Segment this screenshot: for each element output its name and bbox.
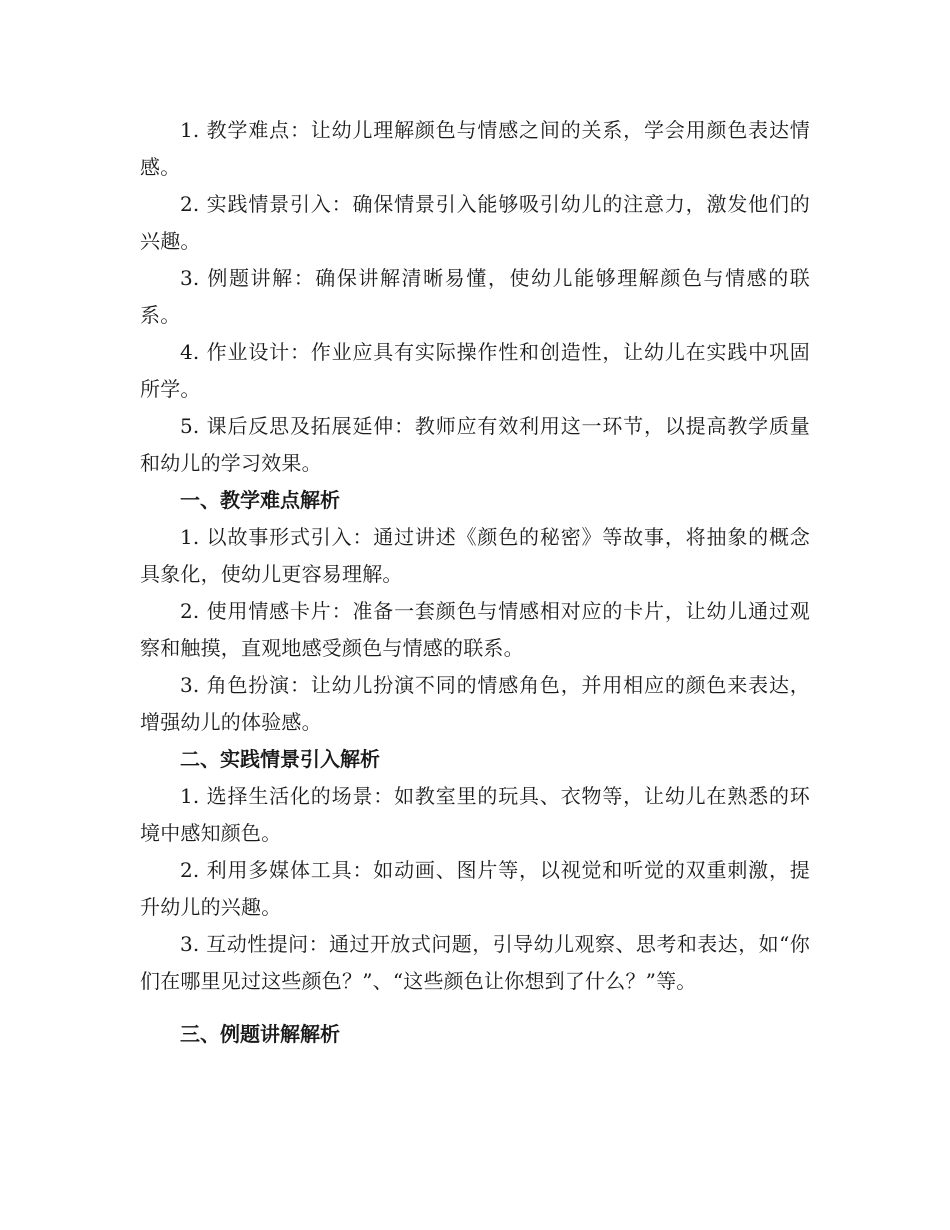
section-item: 3. 互动性提问：通过开放式问题，引导幼儿观察、思考和表达，如“你们在哪里见过这些颜色？”、“这些颜色让你想到了什么？”等。 [140,932,810,993]
intro-item: 5. 课后反思及拓展延伸：教师应有效利用这一环节，以提高教学质量和幼儿的学习效果。 [140,414,810,475]
section-item: 1. 以故事形式引入：通过讲述《颜色的秘密》等故事，将抽象的概念具象化，使幼儿更容易理解。 [140,525,810,586]
spacer [140,1000,810,1016]
section-item: 3. 角色扮演：让幼儿扮演不同的情感角色，并用相应的颜色来表达，增强幼儿的体验感。 [140,673,810,734]
intro-item: 3. 例题讲解：确保讲解清晰易懂，使幼儿能够理解颜色与情感的联系。 [140,266,810,327]
section-item: 1. 选择生活化的场景：如教室里的玩具、衣物等，让幼儿在熟悉的环境中感知颜色。 [140,784,810,845]
intro-item: 4. 作业设计：作业应具有实际操作性和创造性，让幼儿在实践中巩固所学。 [140,340,810,401]
section-heading: 一、教学难点解析 [180,488,340,512]
section-item: 2. 使用情感卡片：准备一套颜色与情感相对应的卡片，让幼儿通过观察和触摸，直观地感受颜色与情感的联系。 [140,599,810,660]
section-item: 2. 利用多媒体工具：如动画、图片等，以视觉和听觉的双重刺激，提升幼儿的兴趣。 [140,858,810,919]
section-heading: 三、例题讲解解析 [180,1022,340,1046]
document-page [140,112,810,1053]
section-heading: 二、实践情景引入解析 [180,747,380,771]
intro-item: 1. 教学难点：让幼儿理解颜色与情感之间的关系，学会用颜色表达情感。 [140,118,810,179]
intro-item: 2. 实践情景引入：确保情景引入能够吸引幼儿的注意力，激发他们的兴趣。 [140,192,810,253]
